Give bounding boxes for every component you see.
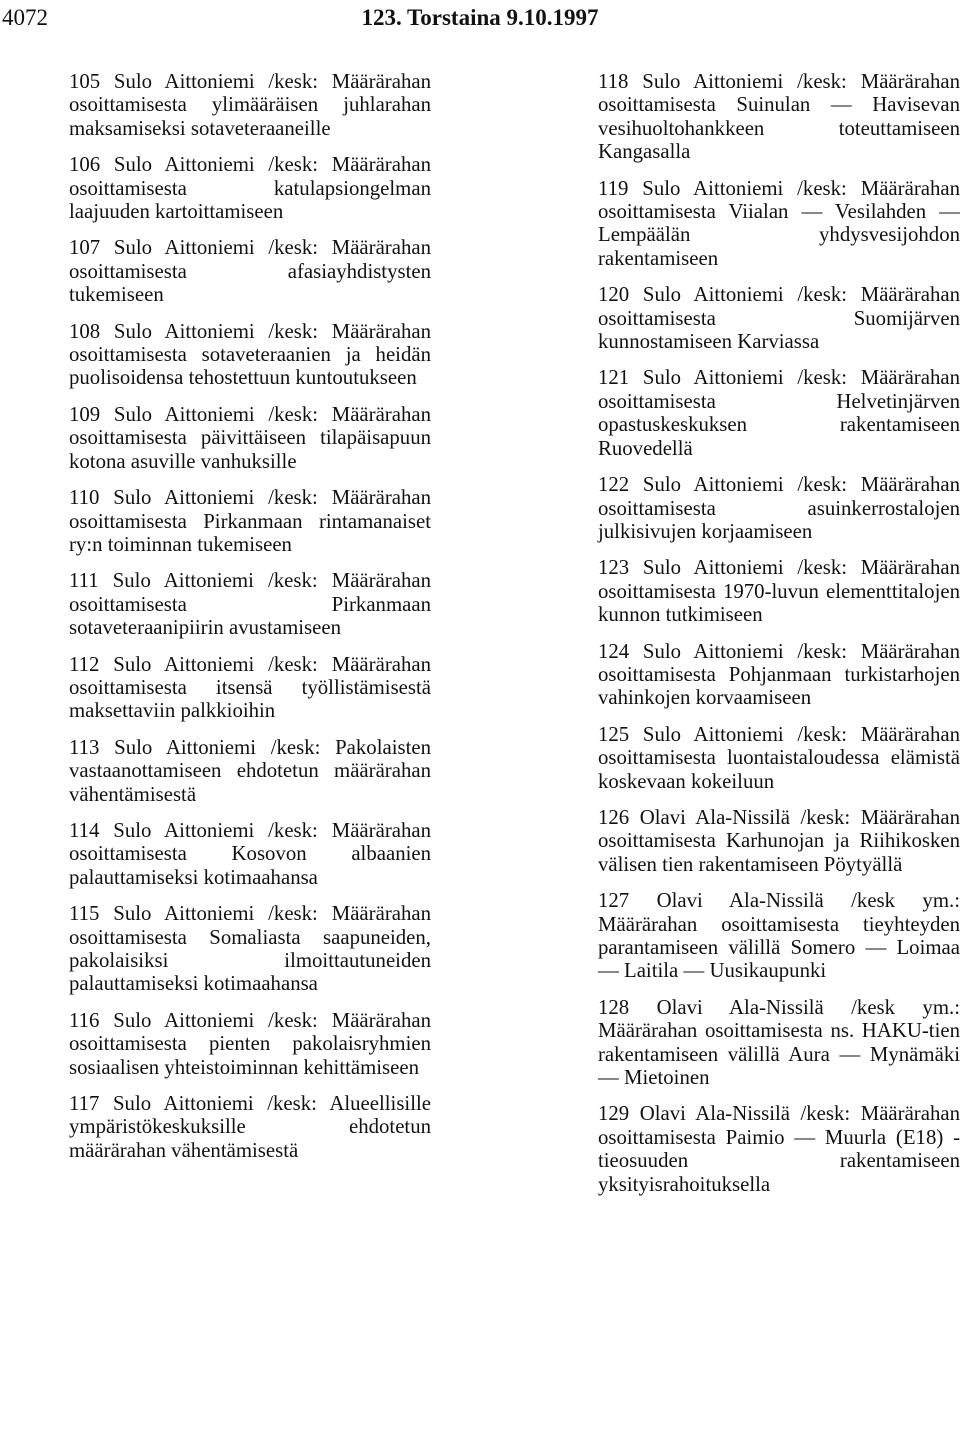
motion-entry: 126 Olavi Ala-Nissilä /kesk: Määrärahan osoittamisesta Karhunojan ja Riihikosken välisen tien rakentamiseen Pöytyällä xyxy=(598,805,960,876)
motion-entry: 108 Sulo Aittoniemi /kesk: Määrärahan osoittamisesta sotaveteraanien ja heidän puolisoidensa tehostettuun kuntoutukseen xyxy=(69,319,431,390)
motion-entry: 112 Sulo Aittoniemi /kesk: Määrärahan osoittamisesta itsensä työllistämisestä maksettaviin palkkioihin xyxy=(69,652,431,723)
motion-entry: 120 Sulo Aittoniemi /kesk: Määrärahan osoittamisesta Suomijärven kunnostamiseen Karviassa xyxy=(598,283,960,354)
motion-entry: 106 Sulo Aittoniemi /kesk: Määrärahan osoittamisesta katulapsiongelman laajuuden kartoittamiseen xyxy=(69,153,431,224)
page-number: 4072 xyxy=(2,5,48,30)
motion-entry: 113 Sulo Aittoniemi /kesk: Pakolaisten vastaanottamiseen ehdotetun määrärahan vähentämisestä xyxy=(69,735,431,806)
left-column xyxy=(69,70,431,1175)
right-column xyxy=(598,70,960,1209)
motion-entry: 127 Olavi Ala-Nissilä /kesk ym.: Määrärahan osoittamisesta tieyhteyden parantamiseen välillä Somero — Loimaa — Laitila — Uusikaupunki xyxy=(598,889,960,983)
motion-entry: 114 Sulo Aittoniemi /kesk: Määrärahan osoittamisesta Kosovon albaanien palauttamiseksi kotimaahansa xyxy=(69,818,431,889)
motion-entry: 121 Sulo Aittoniemi /kesk: Määrärahan osoittamisesta Helvetinjärven opastuskeskuksen rakentamiseen Ruovedellä xyxy=(598,366,960,460)
motion-entry: 111 Sulo Aittoniemi /kesk: Määrärahan osoittamisesta Pirkanmaan sotaveteraanipiirin avustamiseen xyxy=(69,569,431,640)
session-title: 123. Torstaina 9.10.1997 xyxy=(361,5,599,30)
motion-entry: 119 Sulo Aittoniemi /kesk: Määrärahan osoittamisesta Viialan — Vesilahden — Lempäälän yhdysvesijohdon rakentamiseen xyxy=(598,176,960,270)
motion-entry: 125 Sulo Aittoniemi /kesk: Määrärahan osoittamisesta luontaistaloudessa elämistä koskevaan kokeiluun xyxy=(598,722,960,793)
motion-entry: 109 Sulo Aittoniemi /kesk: Määrärahan osoittamisesta päivittäiseen tilapäisapuun kotona asuville vanhuksille xyxy=(69,402,431,473)
motion-entry: 116 Sulo Aittoniemi /kesk: Määrärahan osoittamisesta pienten pakolaisryhmien sosiaalisen yhteistoiminnan kehittämiseen xyxy=(69,1008,431,1079)
motion-entry: 122 Sulo Aittoniemi /kesk: Määrärahan osoittamisesta asuinkerrostalojen julkisivujen korjaamiseen xyxy=(598,473,960,543)
motion-entry: 124 Sulo Aittoniemi /kesk: Määrärahan osoittamisesta Pohjanmaan turkistarhojen vahinkojen korvaamiseen xyxy=(598,639,960,710)
motion-entry: 117 Sulo Aittoniemi /kesk: Alueellisille ympäristökeskuksille ehdotetun määrärahan vähentämisestä xyxy=(69,1092,431,1162)
motion-entry: 123 Sulo Aittoniemi /kesk: Määrärahan osoittamisesta 1970-luvun elementtitalojen kunnon tutkimiseen xyxy=(598,556,960,627)
motion-entry: 110 Sulo Aittoniemi /kesk: Määrärahan osoittamisesta Pirkanmaan rintamanaiset ry:n toiminnan tukemiseen xyxy=(69,486,431,556)
motion-entry: 118 Sulo Aittoniemi /kesk: Määrärahan osoittamisesta Suinulan — Havisevan vesihuoltohankkeen toteuttamiseen Kangasalla xyxy=(598,70,960,164)
motion-entry: 115 Sulo Aittoniemi /kesk: Määrärahan osoittamisesta Somaliasta saapuneiden, pakolaisiksi ilmoittautuneiden palauttamiseksi kotimaahansa xyxy=(69,902,431,996)
motion-entry: 128 Olavi Ala-Nissilä /kesk ym.: Määrärahan osoittamisesta ns. HAKU-tien rakentamiseen välillä Aura — Mynämäki — Mietoinen xyxy=(598,995,960,1090)
motion-entry: 129 Olavi Ala-Nissilä /kesk: Määrärahan osoittamisesta Paimio — Muurla (E18) -tieosuuden rakentamiseen yksityisrahoituksella xyxy=(598,1102,960,1196)
motion-entry: 105 Sulo Aittoniemi /kesk: Määrärahan osoittamisesta ylimääräisen juhlarahan maksamiseksi sotaveteraaneille xyxy=(69,70,431,140)
motion-entry: 107 Sulo Aittoniemi /kesk: Määrärahan osoittamisesta afasiayhdistysten tukemiseen xyxy=(69,236,431,307)
page-header xyxy=(0,4,960,36)
